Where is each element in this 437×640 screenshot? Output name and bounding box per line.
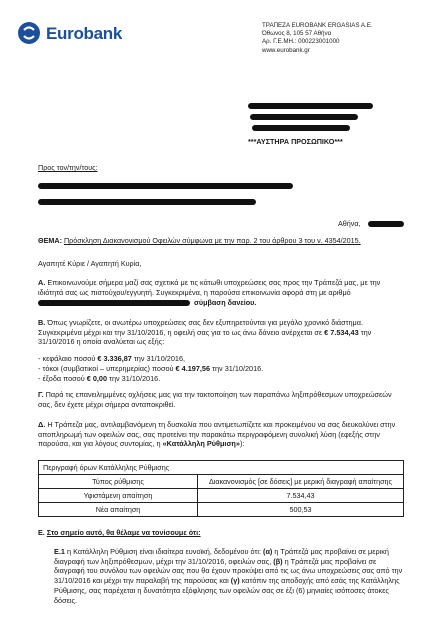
e1-marker: (α) (263, 547, 273, 556)
section-b (38, 318, 406, 383)
section-a-contract (194, 298, 256, 308)
table-cell: Τύπος ρύθμισης (39, 475, 198, 489)
classification-label: ***ΑΥΣΤΗΡΑ ΠΡΟΣΩΠΙΚΟ*** (248, 137, 343, 146)
salutation: Αγαπητέ Κύριε / Αγαπητή Κυρία, (38, 259, 142, 268)
section-e-letter: Ε. (38, 528, 45, 537)
section-d-letter: Δ. (38, 420, 46, 429)
table-caption: Περιγραφή όρων Κατάλληλης Ρύθμισης (39, 461, 404, 475)
redacted-date (368, 221, 404, 227)
breakdown-amount: € 4.197,56 (175, 363, 211, 373)
table-row (39, 475, 404, 489)
table-cell: Υφιστάμενη απαίτηση (39, 489, 198, 503)
breakdown-label: - τόκοι (συμβατικοί – υπερημερίας) ποσού (38, 363, 174, 373)
section-e-title: Στο σημείο αυτό, θα θέλαμε να τονίσουμε ότι: (46, 528, 201, 537)
settlement-terms-table (38, 460, 404, 517)
sender-block (262, 22, 373, 55)
table-cell: Διακανονισμός [σε δόσεις] με μερική διαγραφή απαίτησης (198, 475, 404, 489)
sender-gemi: Αρ. Γ.Ε.ΜΗ.: 000223001000 (262, 38, 340, 46)
table-cell: 7.534,43 (198, 489, 404, 503)
breakdown-label: - έξοδα ποσού (38, 373, 85, 383)
subject-label: ΘΕΜΑ: (38, 236, 62, 245)
table-row (39, 489, 404, 503)
redacted-line (250, 114, 358, 120)
section-a (38, 278, 406, 297)
breakdown-amount: € 0,00 (86, 373, 108, 383)
redacted-line (248, 103, 373, 109)
section-b-letter: Β. (38, 318, 46, 327)
section-b-text-2: την 31/10/2016 η οποία αναλύεται ως εξής: (38, 327, 372, 347)
section-c-letter: Γ. (38, 390, 44, 399)
redacted-line (38, 183, 293, 189)
section-c (38, 390, 406, 409)
breakdown-item (38, 354, 406, 364)
e1-marker: (β) (273, 556, 283, 566)
table-row (39, 503, 404, 517)
e1-text: η Τράπεζά μας προβαίνει σε μερική διαγραφή των ληξιπρόθεσμων, μέχρι την 31/10/2016, οφειλών σας, (54, 547, 389, 566)
breakdown-date: την 31/10/2016. (109, 373, 161, 383)
e1-label: Ε.1 (54, 547, 65, 556)
sender-company: ΤΡΑΠΕΖΑ EUROBANK ERGASIAS A.E. (262, 22, 373, 29)
section-d (38, 420, 406, 449)
e1-marker: (γ) (230, 576, 240, 586)
section-d-bold: «Κατάλληλη Ρύθμιση» (162, 439, 240, 449)
subject-text: Πρόσκληση Διακανονισμού Οφειλών σύμφωνα με την παρ. 2 του άρθρου 3 του ν. 4354/2015. (63, 236, 361, 245)
section-a-text: Επικοινωνούμε σήμερα μαζί σας σχετικά με τις κάτωθι υποχρεώσεις σας προς την Τράπεζά μας, με την ιδιότητά σας ως πιστούχου/εγγυητή. Συγκεκριμένα, η παρούσα επικοινωνία αφορά στη με αριθμό (38, 278, 381, 297)
section-e1 (54, 547, 406, 605)
sender-address: Όθωνος 8, 105 57 Αθήνα (262, 30, 332, 38)
table-cell: 500,53 (198, 503, 404, 517)
e1-text: η Τράπεζά μας προβαίνει σε διαγραφή του συνόλου των οφειλών σας που θα έχουν προκύψει από τις ως άνω υποχρεώσεις σας από την 31/10/2016 και μέχρι την παραλαβή της παρούσας και (54, 556, 403, 586)
breakdown-date: την 31/10/2016, (133, 354, 186, 364)
breakdown-label: - κεφάλαιο ποσού (38, 354, 96, 364)
breakdown-item (38, 374, 406, 384)
table-cell: Νέα απαίτηση (39, 503, 198, 517)
sender-website: www.eurobank.gr (262, 46, 310, 54)
section-a-letter: Α. (38, 278, 46, 287)
section-d-text-2: ): (239, 439, 245, 449)
redacted-contract-number (38, 300, 190, 306)
redacted-line (252, 125, 350, 131)
section-a-contract-text: σύμβαση δανείου. (194, 298, 257, 307)
eurobank-logo-icon (18, 22, 40, 44)
breakdown-item (38, 364, 406, 374)
place-label: Αθήνα, (338, 219, 361, 228)
section-d-text: Η Τράπεζα μας, αντιλαμβανόμενη τη δυσκολία που αντιμετωπίζετε και προκειμένου να σας διευκολύνει στην αποπληρωμή των οφειλών σας, σας προτείνει την παρακάτω περιγραφόμενη συνολική λύση (εφεξής στην παρούσα, και για λόγους συντομίας, η (38, 420, 396, 449)
e1-text: κατόπιν της αποδοχής από εσάς της Κατάλληλης Ρύθμισης, σας παρέχεται η δυνατότητα εξόφλησης των οφειλών σας σε έξι (6) μηνιαίες ισόποσες άτοκες δόσεις. (54, 576, 400, 605)
redacted-line (38, 199, 256, 205)
section-e-heading (38, 528, 201, 538)
logo-wordmark: Eurobank (46, 24, 123, 43)
e1-text: η Κατάλληλη Ρύθμιση είναι ιδιαίτερα ευνοϊκή, δεδομένου ότι: (66, 547, 261, 556)
section-c-text: Παρά τις επανειλημμένες οχλήσεις μας για την τακτοποίηση των παραπάνω ληξιπρόθεσμων υποχρεώσεών σας, δεν έχετε μέχρι σήμερα ανταποκριθεί. (38, 390, 392, 409)
subject-line (38, 236, 408, 246)
total-debt-amount: € 7.534,43 (324, 327, 359, 337)
breakdown-amount: € 3.336,87 (97, 354, 132, 364)
section-b-text: Όπως γνωρίζετε, οι ανωτέρω υποχρεώσεις σας δεν εξυπηρετούνται για μεγάλο χρονικό διάστημα. Συγκεκριμένα μέχρι και την 31/10/2016, η οφειλή σας για το ως άνω δάνειο ανέρχεται σε (38, 318, 364, 337)
place-date (338, 219, 361, 229)
breakdown-date: την 31/10/2016. (212, 363, 264, 373)
recipient-label: Προς τον/την/τους: (38, 163, 98, 172)
